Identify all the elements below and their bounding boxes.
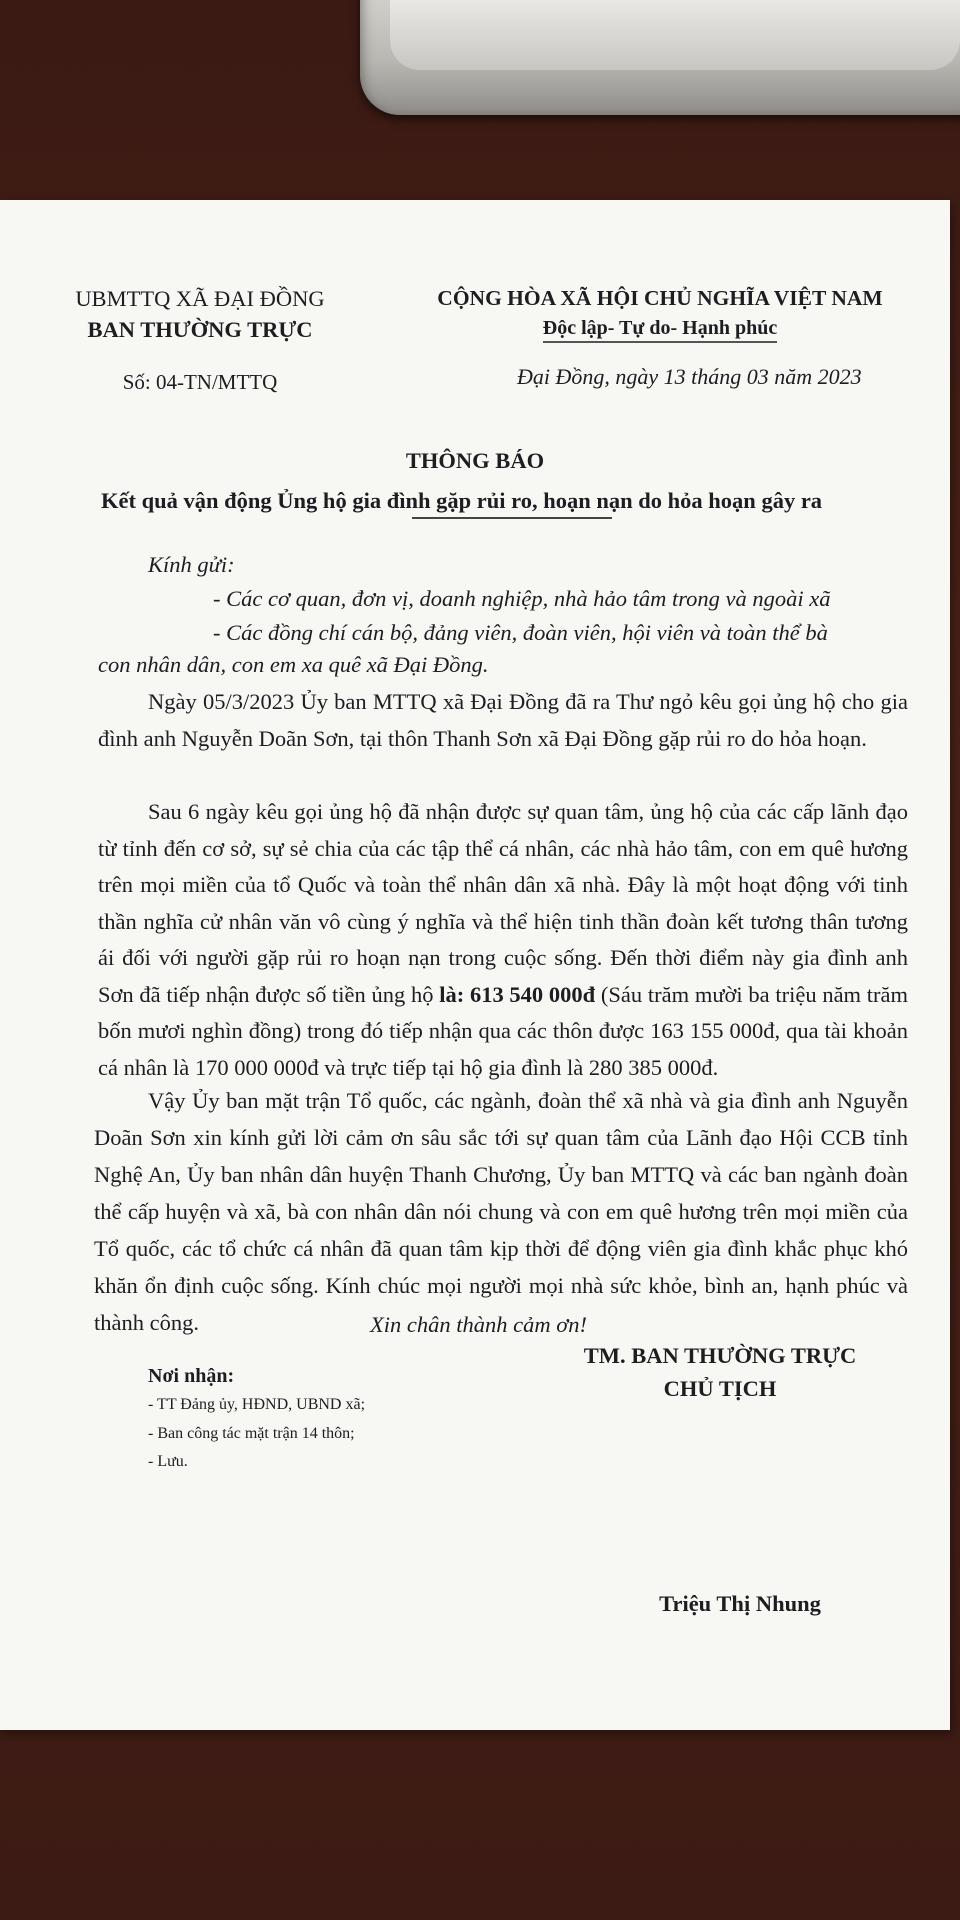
notice-title: THÔNG BÁO: [405, 448, 545, 473]
republic-heading: CỘNG HÒA XÃ HỘI CHỦ NGHĨA VIỆT NAM: [437, 286, 883, 310]
recipient-item-2: - Ban công tác mặt trận 14 thôn;: [148, 1425, 355, 1442]
org-name: UBMTTQ XÃ ĐẠI ĐỒNG: [75, 286, 325, 311]
place-and-date: Đại Đồng, ngày 13 tháng 03 năm 2023: [517, 364, 862, 389]
greeting-recipient-2: - Các đồng chí cán bộ, đảng viên, đoàn viên, hội viên và toàn thể bà: [213, 620, 828, 645]
notice-subtitle: Kết quả vận động Ủng hộ gia đình gặp rủi ro, hoạn nạn do hỏa hoạn gây ra: [101, 488, 823, 513]
recipient-item-3: - Lưu.: [148, 1453, 188, 1470]
paragraph-2: Sau 6 ngày kêu gọi ủng hộ đã nhận được sự quan tâm, ủng hộ của các cấp lãnh đạo từ tỉnh đến cơ sở, sự sẻ chia của các tập thể cá nhân, các nhà hảo tâm, con em quê hương trên mọi miền của tổ Quốc và toàn thể nhân dân xã nhà. Đây là một hoạt động với tinh thần nghĩa cử nhân văn vô cùng ý nghĩa và thể hiện tinh thần đoàn kết tương thân tương ái đối với người gặp rủi ro hoạn nạn trong cuộc sống. Đến thời điểm này gia đình anh Sơn đã tiếp nhận được số tiền ủng hộ là: 613 540 000đ (Sáu trăm mười ba triệu năm trăm bốn mươi nghìn đồng) trong đó tiếp nhận qua các thôn được 163 155 000đ, qua tài khoản cá nhân là 170 000 000đ và trực tiếp tại hộ gia đình là 280 385 000đ.: [98, 799, 909, 1080]
greeting-recipient-2-cont: con nhân dân, con em xa quê xã Đại Đồng.: [98, 652, 489, 677]
paragraph-1: Ngày 05/3/2023 Ủy ban MTTQ xã Đại Đồng đã ra Thư ngỏ kêu gọi ủng hộ cho gia đình anh Nguyễn Doãn Sơn, tại thôn Thanh Sơn xã Đại Đồng gặp rủi ro do hỏa hoạn.: [98, 689, 908, 751]
org-subunit: BAN THƯỜNG TRỰC: [87, 317, 313, 342]
closing-thanks: Xin chân thành cảm ơn!: [370, 1312, 587, 1337]
signer-name: Triệu Thị Nhung: [659, 1591, 821, 1616]
paragraph-3: Vậy Ủy ban mặt trận Tổ quốc, các ngành, đoàn thể xã nhà và gia đình anh Nguyễn Doãn Sơn xin kính gửi lời cảm ơn sâu sắc tới sự quan tâm của Lãnh đạo Hội CCB tỉnh Nghệ An, Ủy ban nhân dân huyện Thanh Chương, Ủy ban MTTQ và các ban ngành đoàn thể cấp huyện và xã, bà con nhân dân nói chung và con em quê hương trên mọi miền của Tổ quốc, các tổ chức cá nhân đã quan tâm kịp thời để động viên gia đình khắc phục khó khăn ổn định cuộc sống. Kính chúc mọi người mọi nhà sức khỏe, bình an, hạnh phúc và thành công.: [94, 1088, 908, 1335]
recipients-label: Nơi nhận:: [148, 1365, 235, 1387]
signature-position: CHỦ TỊCH: [663, 1376, 777, 1401]
donation-total: là: 613 540 000đ: [439, 981, 596, 1007]
greeting-recipient-1: - Các cơ quan, đơn vị, doanh nghiệp, nhà hảo tâm trong và ngoài xã: [213, 586, 831, 611]
document-number: Số: 04-TN/MTTQ: [122, 370, 278, 394]
greeting-label: Kính gửi:: [148, 552, 235, 577]
document-paper: [0, 200, 950, 1730]
signature-title: TM. BAN THƯỜNG TRỰC: [583, 1343, 857, 1368]
subtitle-underline: [412, 517, 612, 519]
metal-tray-background: [360, 0, 960, 115]
national-motto: Độc lập- Tự do- Hạnh phúc: [400, 317, 920, 343]
recipient-item-1: - TT Đảng ủy, HĐND, UBND xã;: [148, 1396, 366, 1413]
